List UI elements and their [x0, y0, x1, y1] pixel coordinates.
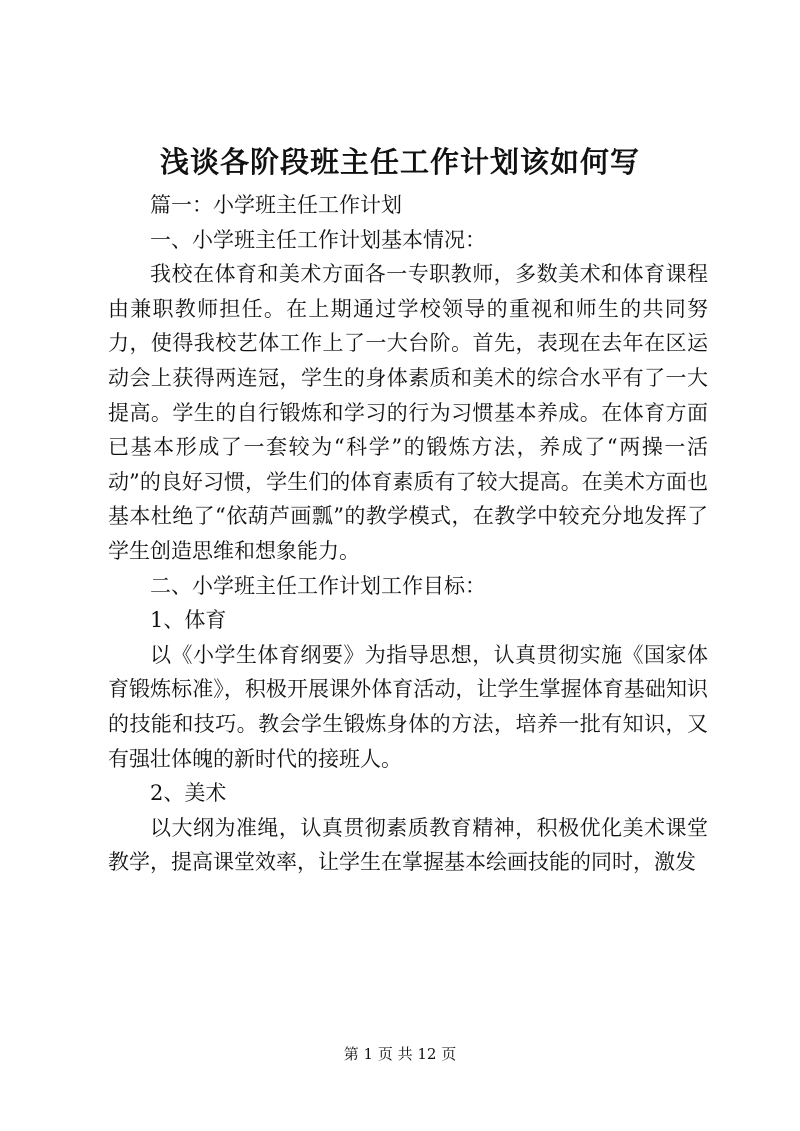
paragraph-situation: 我校在体育和美术方面各一专职教师，多数美术和体育课程由兼职教师担任。在上期通过学校领导的重视和师生的共同努力，使得我校艺体工作上了一大台阶。首先，表现在去年在区运动会上获得两连冠，学生的身体素质和美术的综合水平有了一大提高。学生的自行锻炼和学习的行为习惯基本养成。在体育方面已基本形成了一套较为“科学”的锻炼方法，养成了“两操一活动”的良好习惯，学生们的体育素质有了较大提高。在美术方面也基本杜绝了“依葫芦画瓢”的教学模式，在教学中较充分地发挥了学生创造思维和想象能力。	[108, 262, 708, 563]
subheading-art: 2、美术	[150, 781, 227, 806]
document-body	[108, 188, 708, 880]
section-heading-part-one: 篇一：小学班主任工作计划	[150, 193, 402, 217]
subheading-sports: 1、体育	[150, 608, 227, 633]
section-heading-goals: 二、小学班主任工作计划工作目标：	[150, 573, 486, 598]
paragraph-sports: 以《小学生体育纲要》为指导思想，认真贯彻实施《国家体育锻炼标准》，积极开展课外体育活动，让学生掌握体育基础知识的技能和技巧。教会学生锻炼身体的方法，培养一批有知识，又有强壮体魄的新时代的接班人。	[108, 642, 708, 771]
section-heading-basic-situation: 一、小学班主任工作计划基本情况：	[150, 227, 486, 252]
page-footer: 第 1 页 共 12 页	[343, 1045, 457, 1063]
paragraph-art: 以大纲为准绳，认真贯彻素质教育精神，积极优化美术课堂教学，提高课堂效率，让学生在掌握基本绘画技能的同时，激发	[108, 815, 708, 875]
document-title: 浅谈各阶段班主任工作计划该如何写	[159, 145, 640, 179]
